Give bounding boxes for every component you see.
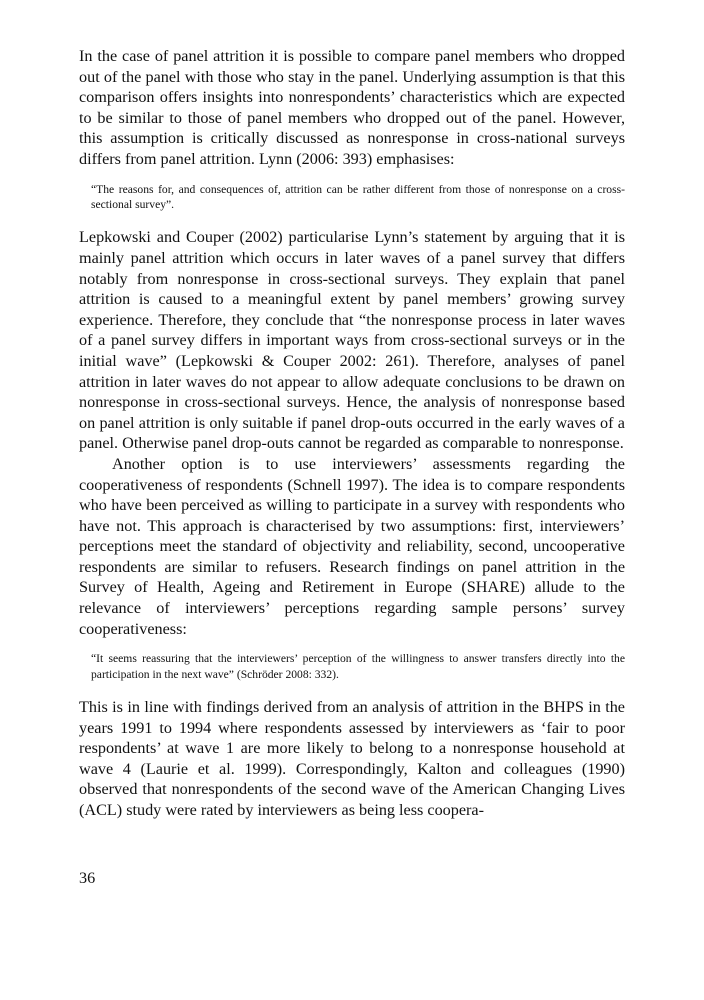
page-body [79, 46, 625, 821]
paragraph-panel-attrition: In the case of panel attrition it is possible to compare panel members who dropped out of the panel with those who stay in the panel. Underlying assumption is that this comparison offers insights into nonrespondents’ characteristics which are expected to be similar to those of panel members who dropped out of the panel. However, this assumption is critically discussed as nonresponse in cross-national surveys differs from panel attrition. Lynn (2006: 393) emphasises: [79, 47, 625, 168]
paragraph-interviewer-assessments: Another option is to use interviewers’ assessments regarding the cooperativeness of respondents (Schnell 1997). The idea is to compare respondents who have been perceived as willing to participate in a survey with respondents who have not. This approach is characterised by two assumptions: first, interviewers’ perceptions meet the standard of objectivity and reliability, second, uncooperative respondents are similar to refusers. Research findings on panel attrition in the Survey of Health, Ageing and Retirement in Europe (SHARE) allude to the relevance of interviewers’ perceptions regarding sample persons’ survey cooperativeness: [79, 454, 625, 638]
paragraph-bhps-findings: This is in line with findings derived from an analysis of attrition in the BHPS in the years 1991 to 1994 where respondents assessed by interviewers as ‘fair to poor respondents’ at wave 1 are more likely to belong to a nonresponse household at wave 4 (Laurie et al. 1999). Correspondingly, Kalton and colleagues (1990) observed that nonrespondents of the second wave of the American Changing Lives (ACL) study were rated by interviewers as being less coopera- [79, 698, 625, 820]
block-quote-lynn: “The reasons for, and consequences of, attrition can be rather different from those of nonresponse on a cross-sectional survey”. [91, 182, 625, 211]
page-number: 36 [79, 869, 96, 887]
paragraph-lepkowski-couper: Lepkowski and Couper (2002) particularise Lynn’s statement by arguing that it is mainly panel attrition which occurs in later waves of a panel survey that differs notably from nonresponse in cross-sectional surveys. They explain that panel attrition is caused to a meaningful extent by panel members’ growing survey experience. Therefore, they conclude that “the nonresponse process in later waves of a panel survey differs in important ways from cross-sectional surveys or in the initial wave” (Lepkowski & Couper 2002: 261). Therefore, analyses of panel attrition in later waves do not appear to allow adequate conclusions to be drawn on nonresponse in cross-sectional surveys. Hence, the analysis of nonresponse based on panel attrition is only suitable if panel drop-outs occurred in the early waves of a panel. Otherwise panel drop-outs cannot be regarded as comparable to nonresponse. [79, 228, 625, 453]
block-quote-schroder: “It seems reassuring that the interviewers’ perception of the willingness to answer transfers directly into the participation in the next wave” (Schröder 2008: 332). [91, 652, 625, 681]
